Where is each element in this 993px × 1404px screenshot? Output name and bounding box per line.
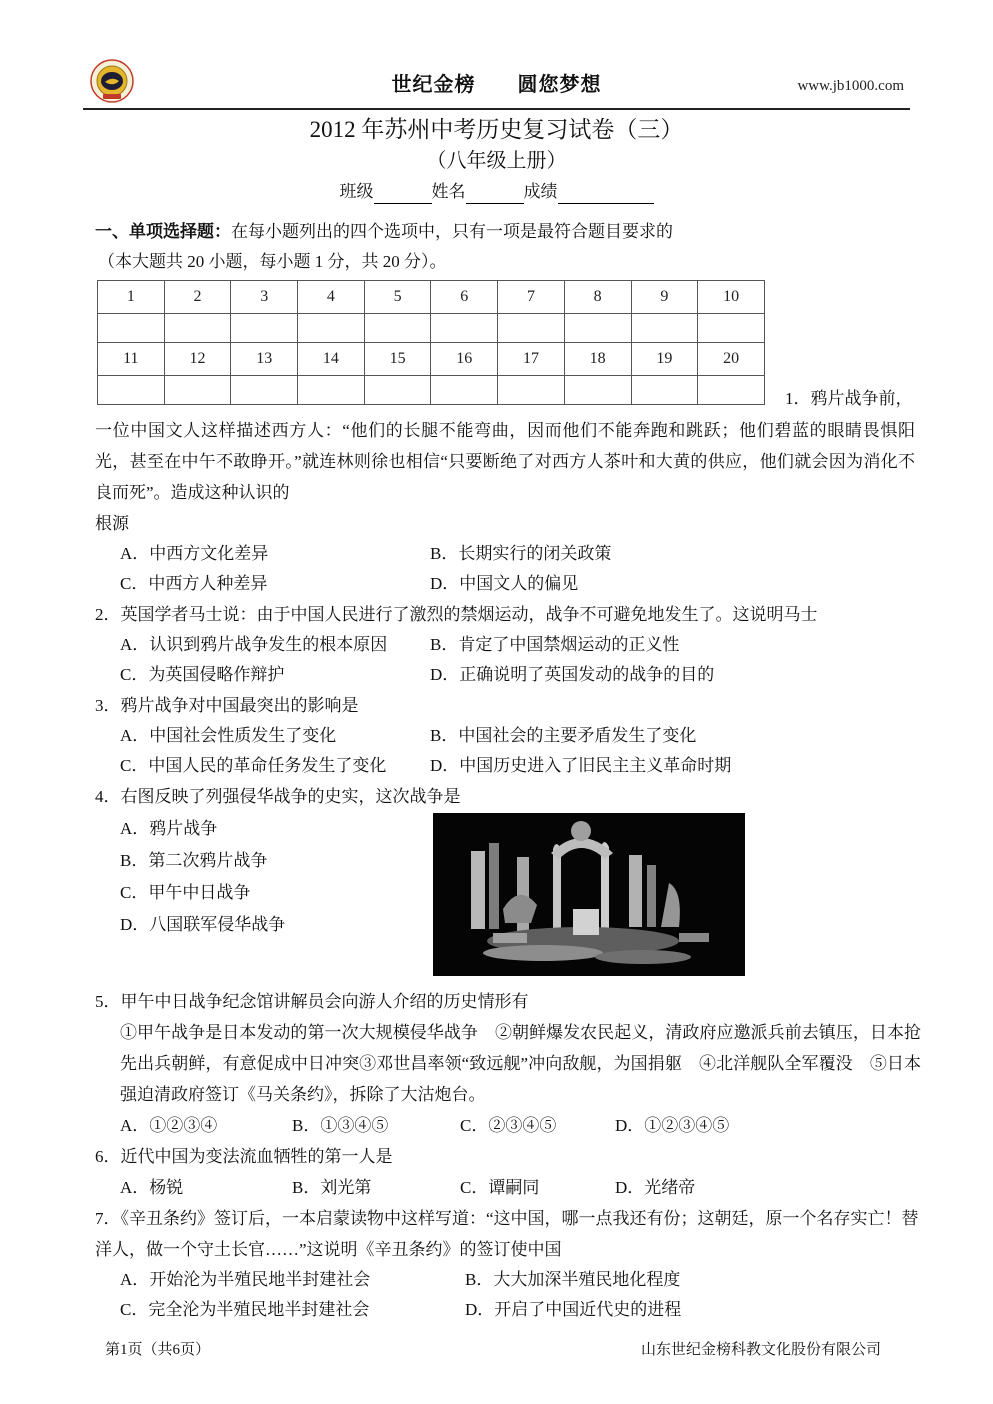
q1-options-row2 bbox=[120, 569, 993, 599]
answer-sheet-table bbox=[97, 280, 765, 405]
q4-option-c: C．甲午中日战争 bbox=[120, 883, 251, 902]
q3-option-d: D．中国历史进入了旧民主主义革命时期 bbox=[430, 756, 732, 775]
exam-title: 2012 年苏州中考历史复习试卷（三） bbox=[309, 117, 684, 142]
q7-option-d: D．开启了中国近代史的进程 bbox=[465, 1300, 682, 1319]
q2-options-row1 bbox=[120, 630, 993, 660]
class-label: 班级 bbox=[339, 182, 374, 201]
answer-cell: 8 bbox=[564, 281, 631, 314]
q5-option-c: C．②③④⑤ bbox=[460, 1116, 557, 1135]
q5-options-row bbox=[120, 1110, 993, 1141]
answer-cell: 10 bbox=[698, 281, 765, 314]
student-info-line bbox=[0, 179, 993, 204]
q1-option-b: B．长期实行的闭关政策 bbox=[430, 544, 612, 563]
q5-stem: 5．甲午中日战争纪念馆讲解员会向游人介绍的历史情形有 bbox=[95, 992, 529, 1011]
answer-cell: 4 bbox=[298, 281, 365, 314]
answer-blank-cell bbox=[98, 376, 165, 405]
answer-blank-cell bbox=[498, 314, 565, 343]
page-footer bbox=[105, 1339, 881, 1361]
class-blank bbox=[374, 188, 432, 204]
answer-cell: 1 bbox=[98, 281, 165, 314]
answer-cell: 5 bbox=[364, 281, 431, 314]
answer-blank-cell bbox=[364, 376, 431, 405]
answer-cell: 14 bbox=[298, 343, 365, 376]
q1-option-a: A．中西方文化差异 bbox=[120, 544, 269, 563]
answer-blank-cell bbox=[498, 376, 565, 405]
q7-option-c: C．完全沦为半殖民地半封建社会 bbox=[120, 1300, 370, 1319]
answer-cell: 2 bbox=[164, 281, 231, 314]
answer-number-row bbox=[98, 343, 765, 376]
q3-options-row2 bbox=[120, 751, 993, 781]
section-note: （本大题共 20 小题，每小题 1 分，共 20 分）。 bbox=[98, 252, 447, 271]
answer-cell: 18 bbox=[564, 343, 631, 376]
answer-blank-cell bbox=[631, 314, 698, 343]
q2-option-b: B．肯定了中国禁烟运动的正义性 bbox=[430, 635, 680, 654]
answer-blank-cell bbox=[231, 314, 298, 343]
answer-blank-cell bbox=[431, 314, 498, 343]
name-label: 姓名 bbox=[431, 182, 466, 201]
answer-blank-cell bbox=[564, 314, 631, 343]
q5-body: ①甲午战争是日本发动的第一次大规模侵华战争 ②朝鲜爆发农民起义，清政府应邀派兵前去镇压，日本抢先出兵朝鲜，有意促成中日冲突③邓世昌率领“致远舰”冲向敌舰，为国捐躯 ④北洋舰队全军覆没 ⑤日本强迫清政府签订《马关条约》，拆除了大沽炮台。 bbox=[120, 1023, 921, 1104]
q5-option-a: A．①②③④ bbox=[120, 1116, 218, 1135]
answer-blank-cell bbox=[164, 314, 231, 343]
q1-body-cont: 根源 bbox=[95, 514, 129, 533]
answer-blank-cell bbox=[364, 314, 431, 343]
q2-option-c: C．为英国侵略作辩护 bbox=[120, 665, 285, 684]
section-heading-bold: 一、单项选择题： bbox=[95, 222, 231, 241]
page-header bbox=[83, 58, 910, 110]
q6-option-a: A．杨锐 bbox=[120, 1178, 184, 1197]
answer-cell: 17 bbox=[498, 343, 565, 376]
q3-option-c: C．中国人民的革命任务发生了变化 bbox=[120, 756, 387, 775]
q7-options-row2 bbox=[120, 1295, 993, 1325]
q1-option-c: C．中西方人种差异 bbox=[120, 574, 268, 593]
section-heading bbox=[95, 217, 918, 247]
q5-option-d: D．①②③④⑤ bbox=[615, 1116, 730, 1135]
answer-cell: 12 bbox=[164, 343, 231, 376]
slogan-text: 圆您梦想 bbox=[517, 74, 602, 96]
q2-stem: 2．英国学者马士说：由于中国人民进行了激烈的禁烟运动，战争不可避免地发生了。这说明马士 bbox=[95, 605, 818, 624]
score-label: 成绩 bbox=[523, 182, 558, 201]
q2-option-a: A．认识到鸦片战争发生的根本原因 bbox=[120, 635, 388, 654]
q3-stem: 3．鸦片战争对中国最突出的影响是 bbox=[95, 696, 359, 715]
q1-lead: 1．鸦片战争前， bbox=[785, 389, 913, 408]
exam-subtitle: （八年级上册） bbox=[426, 150, 567, 172]
answer-cell: 13 bbox=[231, 343, 298, 376]
score-blank bbox=[558, 188, 654, 204]
q3-options-row1 bbox=[120, 721, 993, 751]
q3-option-a: A．中国社会性质发生了变化 bbox=[120, 726, 337, 745]
yuanmingyuan-ruins-photo bbox=[433, 813, 745, 976]
answer-blank-cell bbox=[698, 376, 765, 405]
answer-number-row bbox=[98, 281, 765, 314]
q1-body: 一位中国文人这样描述西方人：“他们的长腿不能弯曲，因而他们不能奔跑和跳跃；他们碧蓝的眼睛畏惧阳光，甚至在中午不敢睁开。”就连林则徐也相信“只要断绝了对西方人茶叶和大黄的供应，他们就会因为消化不良而死”。造成这种认识的 bbox=[95, 421, 915, 502]
q5-option-b: B．①③④⑤ bbox=[292, 1116, 389, 1135]
answer-blank-row bbox=[98, 376, 765, 405]
answer-blank-cell bbox=[298, 314, 365, 343]
answer-blank-row bbox=[98, 314, 765, 343]
q2-options-row2 bbox=[120, 660, 993, 690]
answer-blank-cell bbox=[98, 314, 165, 343]
q7-option-a: A．开始沦为半殖民地半封建社会 bbox=[120, 1270, 371, 1289]
answer-blank-cell bbox=[698, 314, 765, 343]
q7-options-row1 bbox=[120, 1265, 993, 1295]
brand-text: 世纪金榜 bbox=[391, 74, 476, 96]
answer-blank-cell bbox=[631, 376, 698, 405]
q2-option-d: D．正确说明了英国发动的战争的目的 bbox=[430, 665, 715, 684]
answer-blank-cell bbox=[298, 376, 365, 405]
q6-option-d: D．光绪帝 bbox=[615, 1178, 696, 1197]
q6-option-c: C．谭嗣同 bbox=[460, 1178, 540, 1197]
section-heading-text: 在每小题列出的四个选项中，只有一项是最符合题目要求的 bbox=[231, 222, 673, 241]
q1-options-row1 bbox=[120, 539, 993, 569]
answer-cell: 19 bbox=[631, 343, 698, 376]
q7-stem: 7．《辛丑条约》签订后，一本启蒙读物中这样写道：“这中国，哪一点我还有份；这朝廷，原一个名存实亡！替洋人，做一个守土长官……”这说明《辛丑条约》的签订使中国 bbox=[95, 1209, 919, 1259]
answer-cell: 9 bbox=[631, 281, 698, 314]
q7-option-b: B．大大加深半殖民地化程度 bbox=[465, 1270, 681, 1289]
brand-line bbox=[83, 68, 910, 97]
answer-cell: 6 bbox=[431, 281, 498, 314]
answer-cell: 20 bbox=[698, 343, 765, 376]
q6-stem: 6．近代中国为变法流血牺牲的第一人是 bbox=[95, 1147, 393, 1166]
answer-blank-cell bbox=[231, 376, 298, 405]
answer-blank-cell bbox=[431, 376, 498, 405]
website-text: www.jb1000.com bbox=[797, 78, 904, 94]
q4-stem: 4．右图反映了列强侵华战争的史实，这次战争是 bbox=[95, 787, 461, 806]
q6-options-row bbox=[120, 1172, 993, 1203]
answer-sheet bbox=[0, 280, 993, 408]
name-blank bbox=[466, 188, 524, 204]
answer-cell: 16 bbox=[431, 343, 498, 376]
answer-cell: 15 bbox=[364, 343, 431, 376]
footer-page-number: 第1页（共6页） bbox=[105, 1342, 211, 1358]
answer-cell: 3 bbox=[231, 281, 298, 314]
answer-cell: 11 bbox=[98, 343, 165, 376]
q4-block bbox=[120, 813, 993, 976]
q6-option-b: B．刘光第 bbox=[292, 1178, 372, 1197]
q3-option-b: B．中国社会的主要矛盾发生了变化 bbox=[430, 726, 697, 745]
q1-option-d: D．中国文人的偏见 bbox=[430, 574, 579, 593]
answer-cell: 7 bbox=[498, 281, 565, 314]
q4-option-a: A．鸦片战争 bbox=[120, 819, 218, 838]
answer-blank-cell bbox=[564, 376, 631, 405]
q4-options bbox=[120, 813, 433, 976]
q4-option-d: D．八国联军侵华战争 bbox=[120, 915, 286, 934]
footer-company: 山东世纪金榜科教文化股份有限公司 bbox=[640, 1342, 881, 1358]
q4-option-b: B．第二次鸦片战争 bbox=[120, 851, 268, 870]
answer-blank-cell bbox=[164, 376, 231, 405]
